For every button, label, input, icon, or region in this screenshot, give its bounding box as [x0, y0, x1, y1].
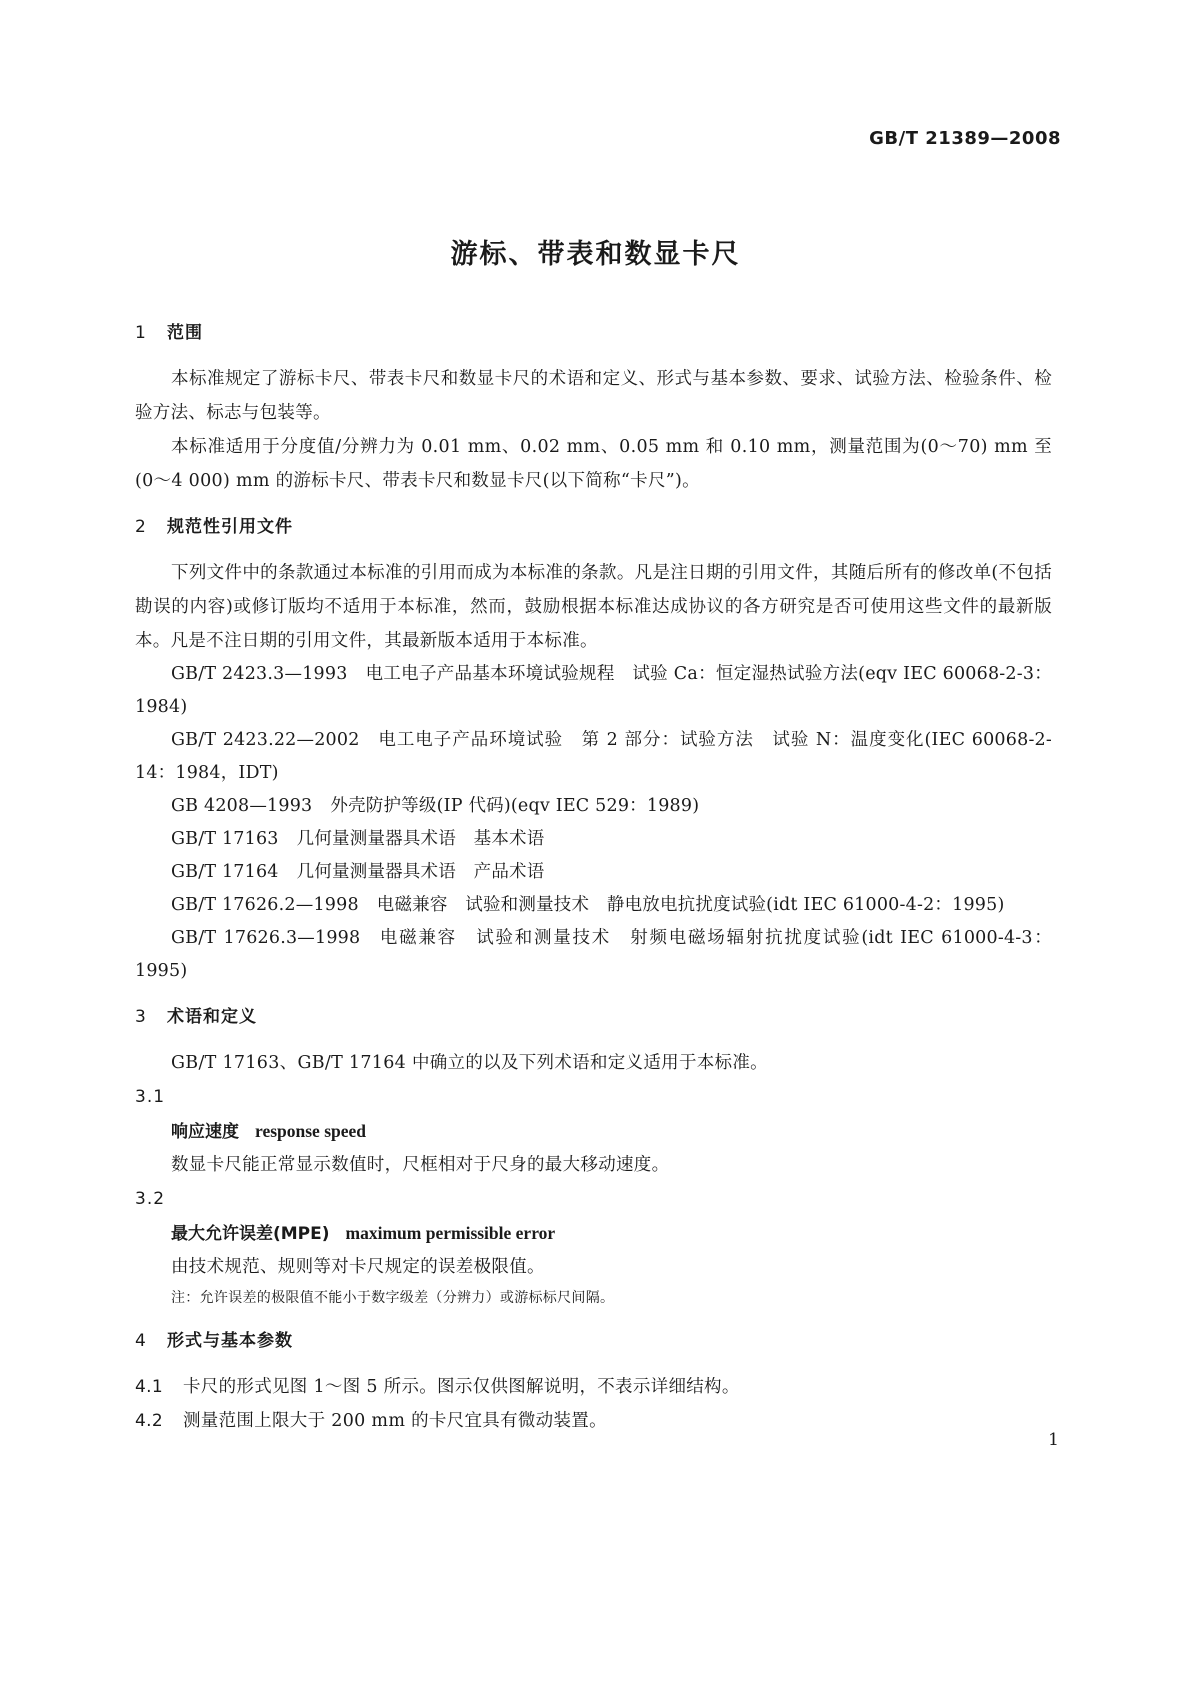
reference-code: GB/T 17163: [171, 829, 279, 849]
reference-item: [135, 922, 1052, 988]
reference-title: 几何量测量器具术语 基本术语: [296, 829, 545, 849]
reference-item: [135, 889, 1052, 922]
paragraph: 本标准适用于分度值/分辨力为 0.01 mm、0.02 mm、0.05 mm 和 0.10 mm，测量范围为(0～70) mm 至(0～4 000) mm 的游标卡尺、带表卡尺和数显卡尺(以下简称“卡尺”)。: [135, 437, 1052, 491]
section-number: 1: [135, 323, 147, 343]
clause-text: 测量范围上限大于 200 mm 的卡尺宜具有微动装置。: [183, 1411, 607, 1431]
section-number: 2: [135, 517, 147, 537]
reference-title: 电磁兼容 试验和测量技术 射频电磁场辐射抗扰度试验(idt IEC 61000-4-3：1995): [135, 928, 1052, 981]
clause-text: 卡尺的形式见图 1～图 5 所示。图示仅供图解说明，不表示详细结构。: [183, 1377, 740, 1397]
reference-title: 电磁兼容 试验和测量技术 静电放电抗扰度试验(idt IEC 61000-4-2：1995): [376, 895, 1005, 915]
section-heading-normative-references: [135, 510, 1052, 544]
reference-code: GB/T 2423.3—1993: [171, 664, 348, 684]
term-definition: 数显卡尺能正常显示数值时，尺框相对于尺身的最大移动速度。: [171, 1155, 670, 1175]
term-english: maximum permissible error: [345, 1223, 556, 1243]
document-title: 游标、带表和数显卡尺: [450, 239, 741, 270]
paragraph: 下列文件中的条款通过本标准的引用而成为本标准的条款。凡是注日期的引用文件，其随后所有的修改单(不包括勘误的内容)或修订版均不适用于本标准，然而，鼓励根据本标准达成协议的各方研究是否可使用这些文件的最新版本。凡是不注日期的引用文件，其最新版本适用于本标准。: [135, 563, 1052, 651]
section-number: 4: [135, 1331, 147, 1351]
clause-item: [135, 1370, 1052, 1404]
section-heading-terms-and-definitions: [135, 1000, 1052, 1034]
reference-item: [135, 823, 1052, 856]
reference-code: GB 4208—1993: [171, 796, 313, 816]
term-number: 3.2: [135, 1189, 166, 1209]
reference-title: 电工电子产品环境试验 第 2 部分：试验方法 试验 N：温度变化(IEC 60068-2-14：1984，IDT): [135, 730, 1052, 783]
section-heading-forms-and-parameters: [135, 1324, 1052, 1358]
page-number: 1: [1048, 1430, 1059, 1450]
section-heading-scope: [135, 316, 1052, 350]
term-entry: [171, 1114, 1052, 1148]
reference-item: [135, 856, 1052, 889]
term-definition: 由技术规范、规则等对卡尺规定的误差极限值。: [171, 1257, 545, 1277]
document-body: [135, 316, 1052, 1438]
reference-title: 外壳防护等级(IP 代码)(eqv IEC 529：1989): [330, 796, 700, 816]
reference-title: 电工电子产品基本环境试验规程 试验 Ca：恒定湿热试验方法(eqv IEC 60068-2-3：1984): [135, 664, 1052, 717]
section-title: 范围: [167, 323, 203, 343]
term-english: response speed: [255, 1121, 367, 1141]
paragraph: GB/T 17163、GB/T 17164 中确立的以及下列术语和定义适用于本标准。: [171, 1053, 768, 1073]
standard-number: GB/T 21389—2008: [869, 128, 1061, 149]
clause-number: 4.2: [135, 1411, 163, 1431]
section-title: 形式与基本参数: [167, 1331, 293, 1351]
paragraph: 本标准规定了游标卡尺、带表卡尺和数显卡尺的术语和定义、形式与基本参数、要求、试验方法、检验条件、检验方法、标志与包装等。: [135, 369, 1052, 423]
reference-item: [135, 724, 1052, 790]
clause-number: 4.1: [135, 1377, 163, 1397]
term-note: 注：允许误差的极限值不能小于数字级差（分辨力）或游标标尺间隔。: [171, 1290, 615, 1306]
clause-item: [135, 1404, 1052, 1438]
section-title: 规范性引用文件: [167, 517, 293, 537]
term-number: 3.1: [135, 1087, 166, 1107]
reference-code: GB/T 17626.2—1998: [171, 895, 359, 915]
reference-title: 几何量测量器具术语 产品术语: [296, 862, 545, 882]
reference-item: [135, 790, 1052, 823]
term-entry: [171, 1216, 1052, 1250]
section-title: 术语和定义: [167, 1007, 257, 1027]
term-chinese: 最大允许误差(MPE): [171, 1224, 330, 1244]
reference-code: GB/T 17626.3—1998: [171, 928, 361, 948]
term-chinese: 响应速度: [171, 1122, 239, 1142]
reference-code: GB/T 17164: [171, 862, 279, 882]
reference-item: [135, 658, 1052, 724]
reference-code: GB/T 2423.22—2002: [171, 730, 360, 750]
section-number: 3: [135, 1007, 147, 1027]
